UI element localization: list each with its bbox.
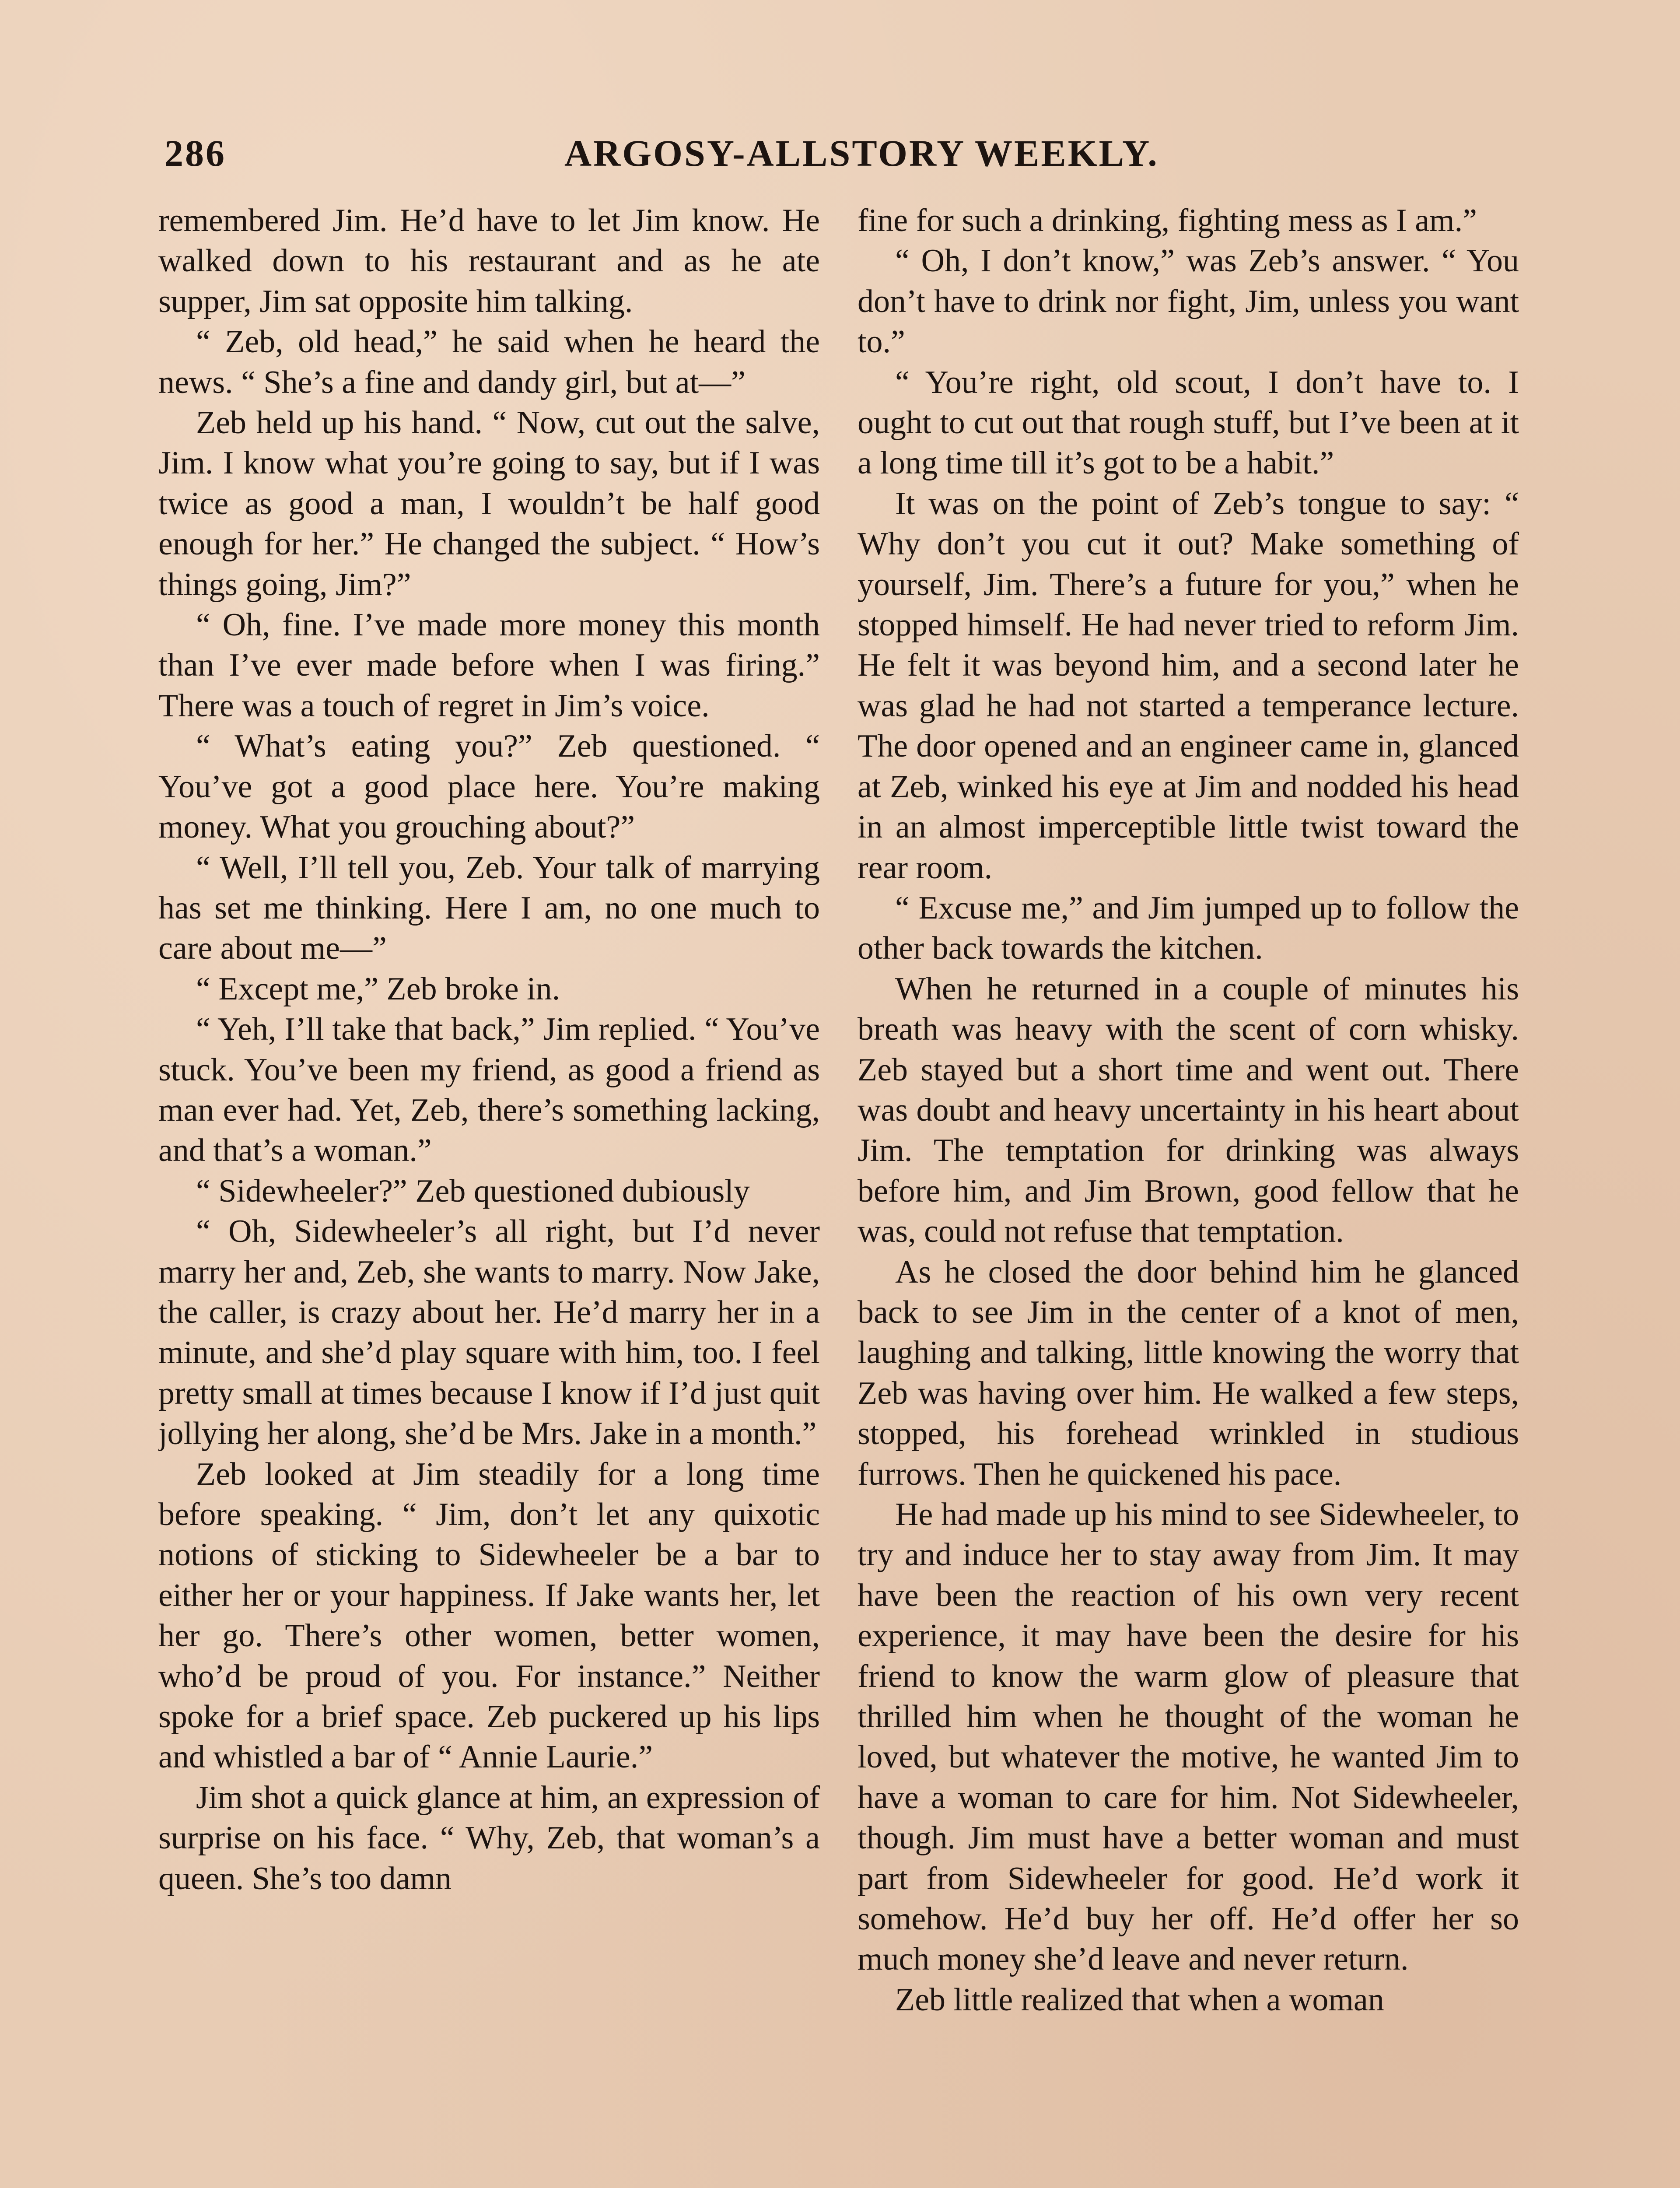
paragraph: “ Well, I’ll tell you, Zeb. Your talk of marrying has set me thinking. Here I am, no one much to care about me—” (158, 849, 820, 967)
paragraph: remembered Jim. He’d have to let Jim know. He walked down to his restaurant and as he ate supper, Jim sat opposite him talking. (158, 203, 820, 319)
right-column (858, 200, 1519, 2188)
left-column (158, 200, 820, 2188)
page-number: 286 (164, 132, 226, 174)
paragraph: “ Oh, I don’t know,” was Zeb’s answer. “ You don’t have to drink nor fight, Jim, unless you want to.” (858, 243, 1519, 360)
paragraph: “ Oh, Sidewheeler’s all right, but I’d never marry her and, Zeb, she wants to marry. Now Jake, the caller, is crazy about her. He’d marry her in a minute, and she’d play square with him, too. I feel pretty small at times because I know if I’d just quit jollying her along, she’d be Mrs. Jake in a month.” (158, 1213, 820, 1452)
paragraph: “ Except me,” Zeb broke in. (196, 971, 560, 1007)
paragraph: “ Zeb, old head,” he said when he heard the news. “ She’s a fine and dandy girl, but at—” (158, 324, 820, 400)
paragraph: “ You’re right, old scout, I don’t have to. I ought to cut out that rough stuff, but I’ve been at it a long time till it’s got to be a habit.” (858, 364, 1519, 481)
paragraph: Jim shot a quick glance at him, an expression of surprise on his face. “ Why, Zeb, that woman’s a queen. She’s too damn (158, 1779, 820, 1897)
paragraph: When he returned in a couple of minutes his breath was heavy with the scent of corn whisky. Zeb stayed but a short time and went out. There was doubt and heavy uncertainty in his heart about Jim. The temptation for drinking was always before him, and Jim Brown, good fellow that he was, could not refuse that temptation. (858, 971, 1519, 1250)
paragraph: It was on the point of Zeb’s tongue to say: “ Why don’t you cut it out? Make something of yourself, Jim. There’s a future for you,” when he stopped himself. He had never tried to reform Jim. He felt it was beyond him, and a second later he was glad he had not started a temperance lecture. The door opened and an engineer came in, glanced at Zeb, winked his eye at Jim and nodded his head in an almost imperceptible little twist toward the rear room. (858, 485, 1519, 886)
paragraph: “ Sidewheeler?” Zeb questioned dubiously (196, 1173, 750, 1209)
paragraph: He had made up his mind to see Sidewheeler, to try and induce her to stay away from Jim. It may have been the reaction of his own very recent experience, it may have been the desire for his friend to know the warm glow of pleasure that thrilled him when he thought of the woman he loved, but whatever the motive, he wanted Jim to have a woman to care for him. Not Sidewheeler, though. Jim must have a better woman and must part from Sidewheeler for good. He’d work it somehow. He’d buy her off. He’d offer her so much money she’d leave and never return. (858, 1497, 1519, 1978)
paragraph: “ Excuse me,” and Jim jumped up to follow the other back towards the kitchen. (858, 890, 1519, 967)
paragraph: Zeb little realized that when a woman (895, 1981, 1384, 2018)
page-header (158, 127, 1522, 179)
paragraph: fine for such a drinking, fighting mess as I am.” (858, 203, 1477, 238)
paragraph: Zeb looked at Jim steadily for a long time before speaking. “ Jim, don’t let any quixotic notions of sticking to Sidewheeler be a bar to either her or your happiness. If Jake wants her, let her go. There’s other women, better women, who’d be proud of you. For instance.” Neither spoke for a brief space. Zeb puckered up his lips and whistled a bar of “ Annie Laurie.” (158, 1456, 820, 1775)
paragraph: “ Oh, fine. I’ve made more money this month than I’ve ever made before when I was firing.” There was a touch of regret in Jim’s voice. (158, 607, 820, 724)
paragraph: “ Yeh, I’ll take that back,” Jim replied. “ You’ve stuck. You’ve been my friend, as good a friend as man ever had. Yet, Zeb, there’s something lacking, and that’s a woman.” (158, 1011, 820, 1169)
paragraph: As he closed the door behind him he glanced back to see Jim in the center of a knot of men, laughing and talking, little knowing the worry that Zeb was having over him. He walked a few steps, stopped, his forehead wrinkled in studious furrows. Then he quickened his pace. (858, 1254, 1519, 1492)
running-title: ARGOSY-ALLSTORY WEEKLY. (564, 132, 1159, 174)
paragraph: “ What’s eating you?” Zeb questioned. “ You’ve got a good place here. You’re making money. What you grouching about?” (158, 728, 820, 845)
paragraph: Zeb held up his hand. “ Now, cut out the salve, Jim. I know what you’re going to say, but if I was twice as good a man, I wouldn’t be half good enough for her.” He changed the subject. “ How’s things going, Jim?” (158, 405, 820, 603)
